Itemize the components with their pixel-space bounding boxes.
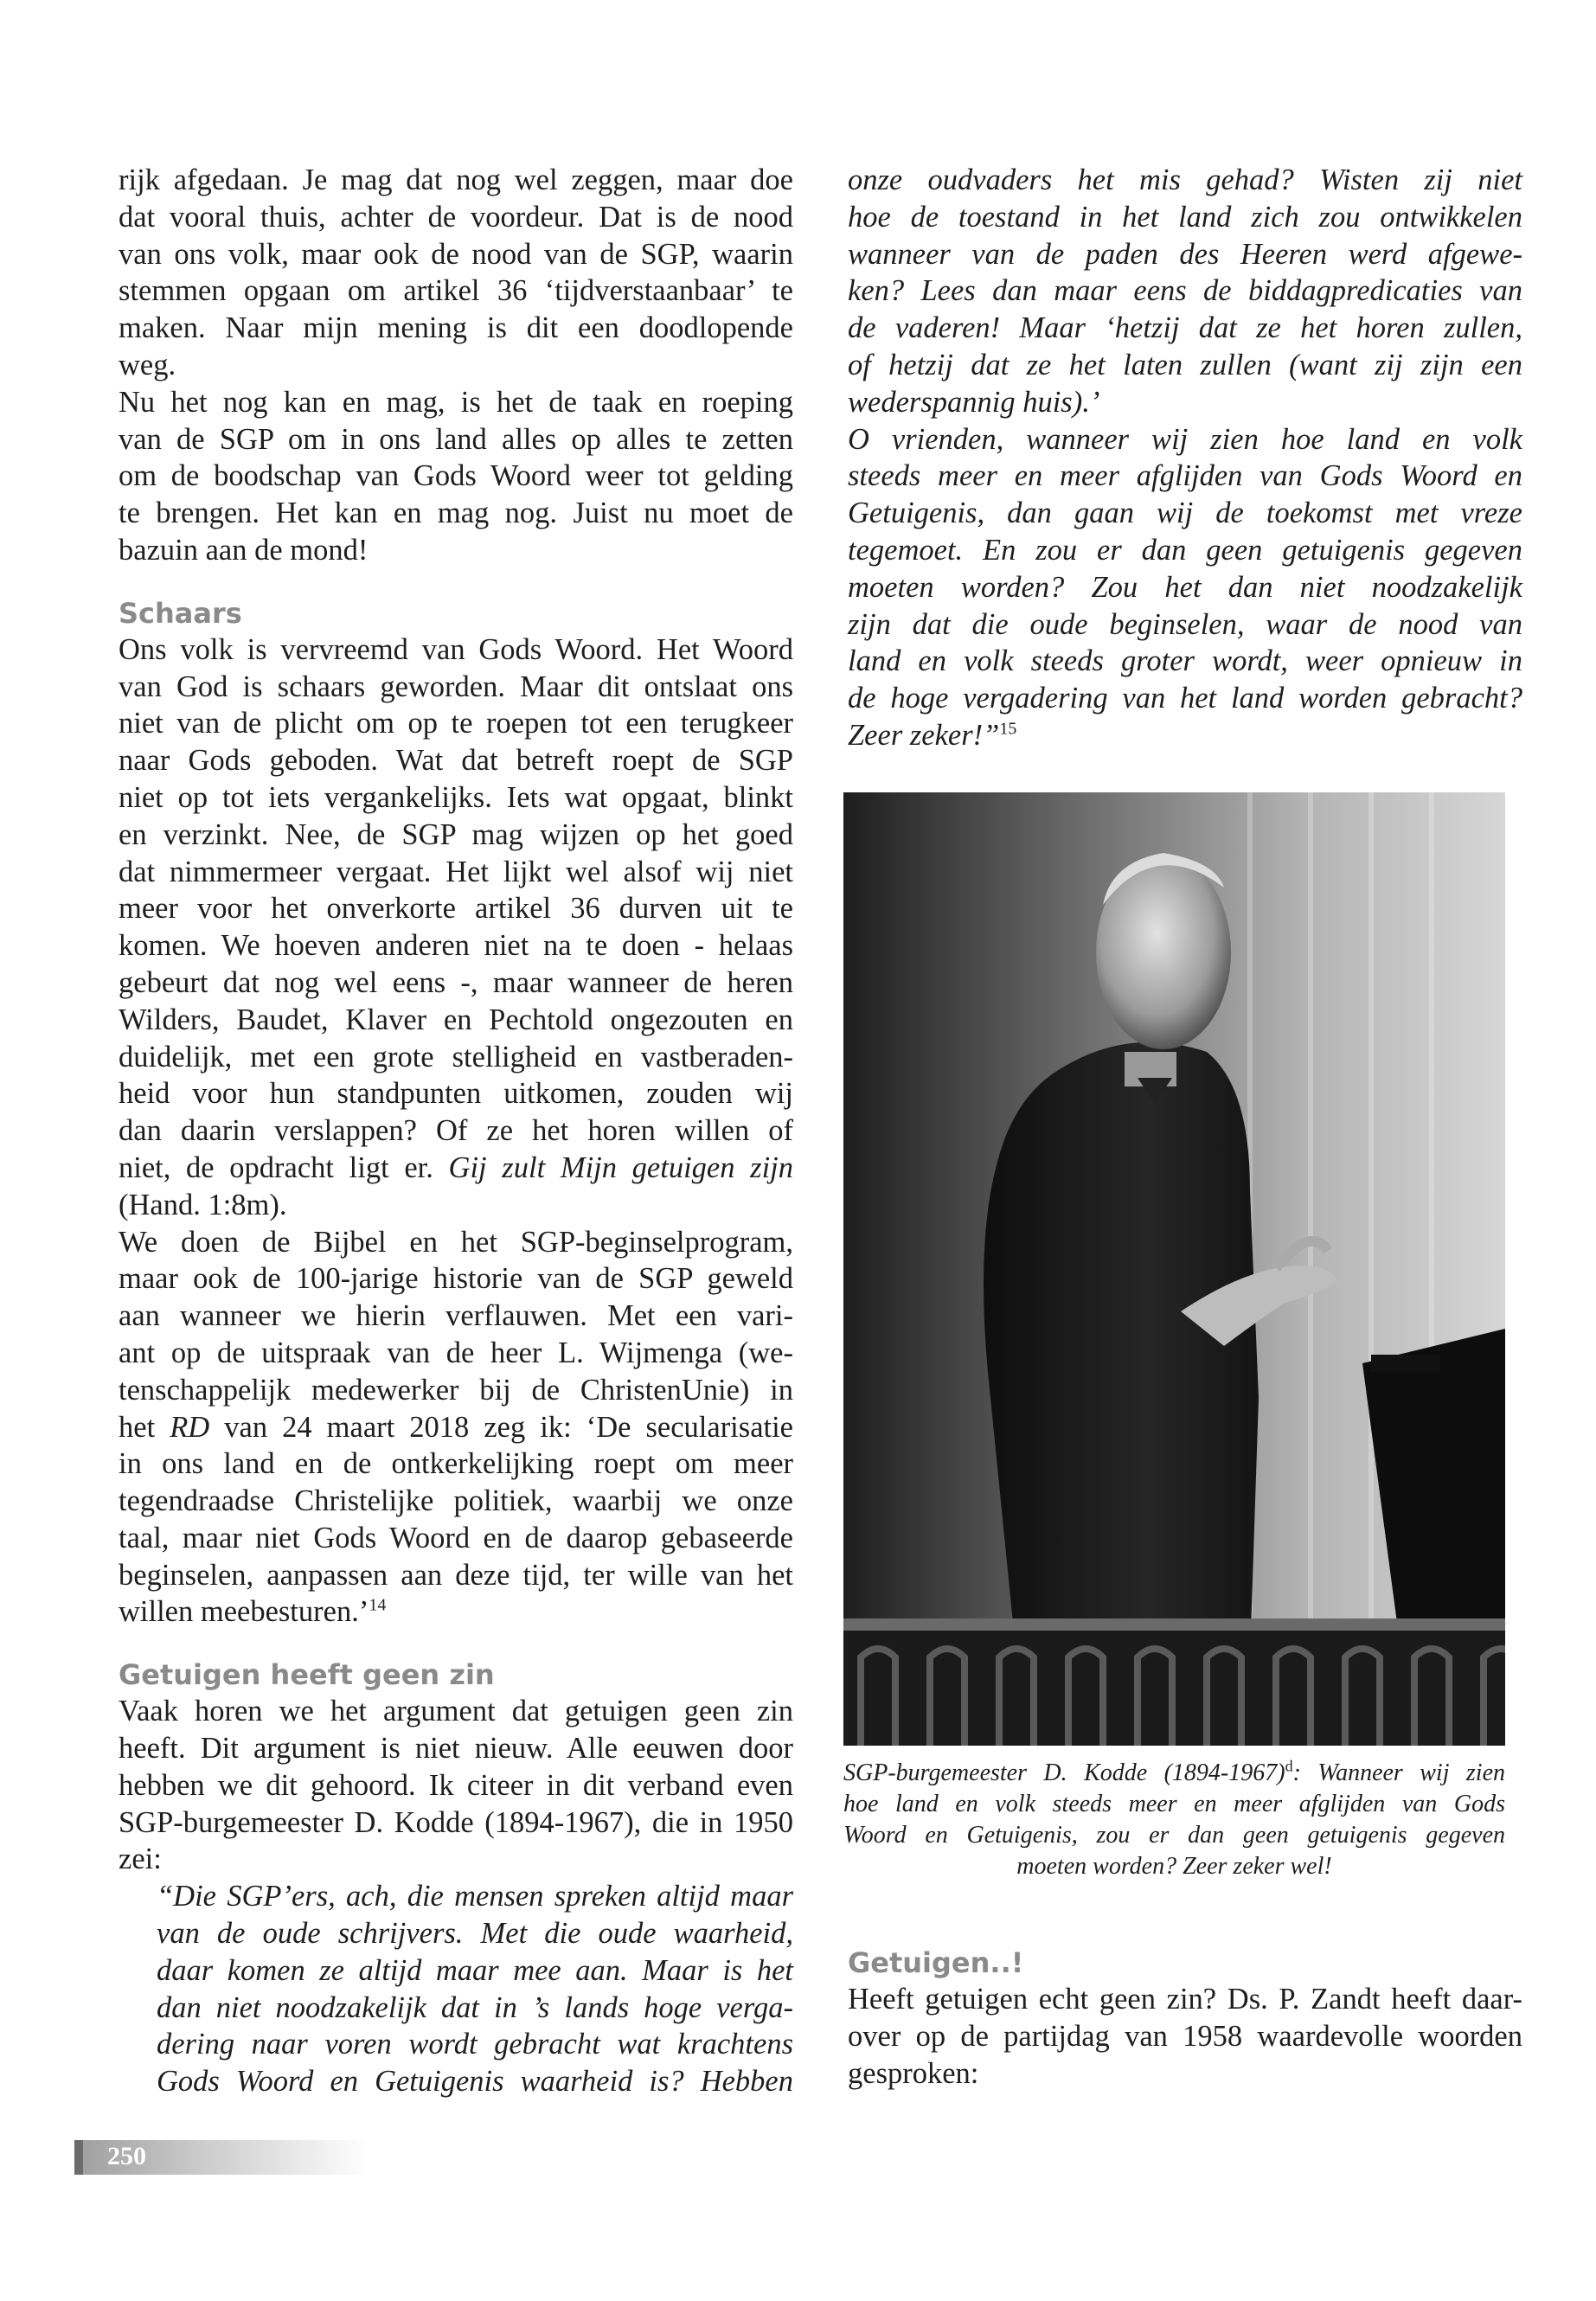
paragraph-2 (119, 384, 793, 569)
text-run: willen meebesturen.’ (119, 1595, 369, 1629)
text-line: zijn dat die oude beginselen, waar de nood van (848, 607, 1522, 641)
text-run: van 24 maart 2018 zeg ik: ‘De secularisatie (209, 1410, 793, 1444)
text-line: beginselen, aanpassen aan deze tijd, ter wille van het (119, 1558, 793, 1592)
right-column (848, 162, 1522, 754)
text-line (119, 1593, 793, 1631)
text-line: niet op tot iets vergankelijks. Iets wat opgaat, blinkt (119, 780, 793, 814)
text-line: SGP-burgemeester D. Kodde (1894-1967), die in 1950 (119, 1805, 793, 1839)
page-number-bar (74, 2140, 83, 2175)
text-line (848, 717, 1522, 754)
text-line: ken? Lees dan maar eens de biddagpredicaties van (848, 274, 1522, 308)
paragraph-5 (119, 1693, 793, 1878)
text-line: dan niet noodzakelijk dat in ’s lands hoge verga- (157, 1990, 793, 2024)
portrait-photo (843, 792, 1505, 1746)
text-line: meer voor het onverkorte artikel 36 durven uit te (119, 892, 793, 926)
text-line: moeten worden? Zou het dan niet noodzakelijk (848, 570, 1522, 604)
footnote-ref: 15 (999, 719, 1017, 739)
text-run: niet, de opdracht ligt er. (119, 1150, 449, 1184)
section-heading-schaars: Schaars (119, 596, 242, 630)
section-heading-getuigen: Getuigen heeft geen zin (119, 1658, 495, 1692)
footnote-ref: 14 (369, 1595, 387, 1615)
text-line: wanneer van de paden des Heeren werd afgewe- (848, 237, 1522, 271)
text-line: wederspannig huis).’ (848, 385, 1100, 419)
italic-abbrev: RD (170, 1410, 210, 1444)
text-run: Zeer zeker!” (848, 718, 1000, 752)
caption-line: hoe land en volk steeds meer en meer afglijden van Gods (843, 1791, 1505, 1817)
paragraph-1 (119, 162, 793, 384)
text-line: van God is schaars geworden. Maar dit ontslaat ons (119, 670, 793, 703)
text-line: We doen de Bijbel en het SGP-beginselprogram, (119, 1225, 793, 1259)
text-line: van de SGP om in ons land alles op alles te zetten (119, 422, 793, 456)
text-line: (Hand. 1:8m). (119, 1188, 287, 1221)
text-line: dering naar voren wordt gebracht wat krachtens (157, 2028, 793, 2061)
text-line: tenschappelijk medewerker bij de ChristenUnie) in (119, 1373, 793, 1407)
text-line: Nu het nog kan en mag, is het de taak en roeping (119, 385, 793, 419)
text-line: tegendraadse Christelijke politiek, waarbij we onze (119, 1484, 793, 1518)
text-line: hoe de toestand in het land zich zou ontwikkelen (848, 200, 1522, 234)
photo-caption (843, 1758, 1505, 1882)
text-line: heid voor hun standpunten uitkomen, zouden wij (119, 1077, 793, 1111)
text-line: heeft. Dit argument is niet nieuw. Alle eeuwen door (119, 1732, 793, 1766)
text-line (119, 1150, 793, 1187)
text-line: zei: (119, 1843, 162, 1876)
text-line: aan wanneer we hierin verflauwen. Met een vari- (119, 1299, 793, 1333)
text-line: O vrienden, wanneer wij zien hoe land en volk (848, 422, 1522, 456)
text-line: dat nimmermeer vergaat. Het lijkt wel alsof wij niet (119, 855, 793, 888)
text-line: dan daarin verslappen? Of ze het horen willen of (119, 1114, 793, 1148)
section-heading-getuigen-2: Getuigen..! (848, 1946, 1024, 1979)
text-line: land en volk steeds groter wordt, weer opnieuw in (848, 644, 1522, 678)
caption-line: moeten worden? Zeer zeker wel! (1016, 1853, 1332, 1880)
caption-text: SGP-burgemeester D. Kodde (1894-1967) (843, 1759, 1285, 1786)
text-line: gebeurt dat nog wel eens -, maar wanneer de heren (119, 965, 793, 999)
text-line: tegemoet. En zou er dan geen getuigenis gegeven (848, 533, 1522, 567)
text-line: maar ook de 100-jarige historie van de SGP geweld (119, 1262, 793, 1296)
text-line: gesproken: (848, 2056, 979, 2090)
text-run: het (119, 1410, 170, 1444)
text-line: Ons volk is vervreemd van Gods Woord. Het Woord (119, 632, 793, 666)
text-line: daar komen ze altijd maar mee aan. Maar is het (157, 1953, 793, 1987)
text-line: steeds meer en meer afglijden van Gods Woord en (848, 459, 1522, 493)
photo-image (843, 792, 1505, 1746)
right-bottom-section (848, 1945, 1522, 2092)
text-line: Vaak horen we het argument dat getuigen geen zin (119, 1695, 793, 1728)
text-line: over op de partijdag van 1958 waardevolle woorden (848, 2019, 1522, 2053)
text-line: weg. (119, 348, 176, 381)
text-line: van ons volk, maar ook de nood van de SGP, waarin (119, 237, 793, 271)
text-line: duidelijk, met een grote stelligheid en vastberaden- (119, 1040, 793, 1074)
paragraph-3 (119, 631, 793, 1224)
text-line: Gods Woord en Getuigenis waarheid is? Hebben (157, 2065, 793, 2099)
paragraph-6 (848, 1981, 1522, 2092)
text-line: niet van de plicht om op te roepen tot een terugkeer (119, 707, 793, 740)
italic-citation: Gij zult Mijn getuigen zijn (448, 1150, 793, 1184)
text-line: ant op de uitspraak van de heer L. Wijmenga (we- (119, 1336, 793, 1369)
quote-continuation (848, 162, 1522, 754)
text-line: in ons land en de ontkerkelijking roept om meer (119, 1447, 793, 1481)
page-number-tab (74, 2140, 369, 2175)
text-line: Heeft getuigen echt geen zin? Ds. P. Zandt heeft daar- (848, 1983, 1522, 2016)
text-line: “Die SGP’ers, ach, die mensen spreken altijd maar (157, 1880, 793, 1913)
text-line: naar Gods geboden. Wat dat betreft roept de SGP (119, 744, 793, 778)
text-line: komen. We hoeven anderen niet na te doen - helaas (119, 929, 793, 963)
text-line: onze oudvaders het mis gehad? Wisten zij niet (848, 163, 1522, 196)
caption-text: : Wanneer wij zien (1292, 1759, 1506, 1786)
text-line: Getuigenis, dan gaan wij de toekomst met vreze (848, 497, 1522, 530)
text-line: te brengen. Het kan en mag nog. Juist nu moet de (119, 497, 793, 530)
text-line: en verzinkt. Nee, de SGP mag wijzen op het goed (119, 817, 793, 851)
text-line: of hetzij dat ze het laten zullen (want zij zijn een (848, 348, 1522, 381)
text-line: de hoge vergadering van het land worden gebracht? (848, 682, 1522, 715)
left-column (119, 162, 793, 2100)
paragraph-4 (119, 1224, 793, 1631)
text-line: rijk afgedaan. Je mag dat nog wel zeggen, maar doe (119, 163, 793, 196)
text-line: bazuin aan de mond! (119, 533, 369, 567)
text-line: maken. Naar mijn mening is dit een doodlopende (119, 311, 793, 345)
text-line: Wilders, Baudet, Klaver en Pechtold ongezouten en (119, 1003, 793, 1036)
text-line: hebben we dit gehoord. Ik citeer in dit verband even (119, 1768, 793, 1802)
text-line: om de boodschap van Gods Woord weer tot gelding (119, 459, 793, 493)
footnote-ref: d (1285, 1757, 1293, 1775)
text-line: dat vooral thuis, achter de voordeur. Dat is de nood (119, 200, 793, 234)
caption-line: Woord en Getuigenis, zou er dan geen getuigenis gegeven (843, 1822, 1505, 1849)
text-line: stemmen opgaan om artikel 36 ‘tijdverstaanbaar’ te (119, 274, 793, 308)
text-line: de vaderen! Maar ‘hetzij dat ze het horen zullen, (848, 311, 1522, 345)
page-number: 250 (107, 2142, 146, 2170)
quote-block (119, 1878, 793, 2100)
text-line: taal, maar niet Gods Woord en de daarop gebaseerde (119, 1521, 793, 1554)
text-line: van de oude schrijvers. Met die oude waarheid, (157, 1917, 793, 1951)
caption-line (843, 1758, 1505, 1789)
text-line (119, 1409, 793, 1446)
